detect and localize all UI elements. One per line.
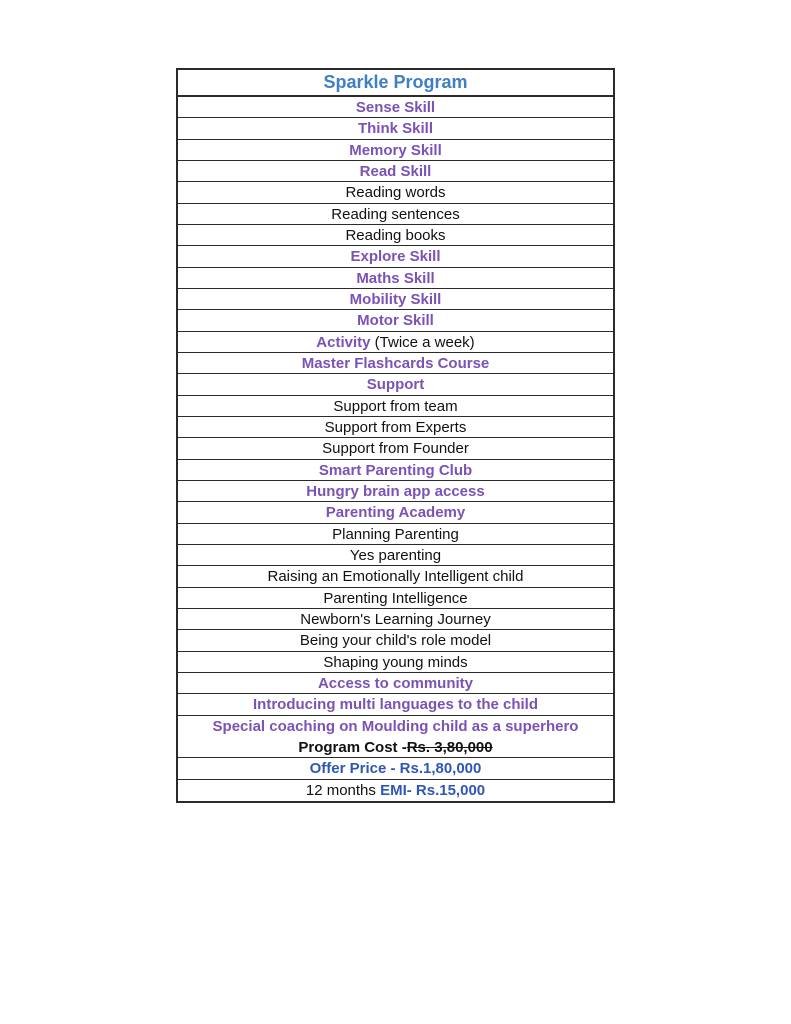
table-row — [178, 374, 613, 395]
row-label: Planning Parenting — [332, 525, 459, 543]
table-row — [178, 652, 613, 673]
row-label: Memory Skill — [349, 141, 442, 159]
row-label: Reading sentences — [331, 205, 460, 223]
row-label: Activity — [316, 333, 371, 351]
table-row — [178, 396, 613, 417]
row-label-suffix: (Twice a week) — [370, 333, 475, 351]
table-row — [178, 524, 613, 545]
row-label: Sense Skill — [355, 99, 436, 116]
table-row — [178, 417, 613, 438]
program-title: Sparkle Program — [178, 70, 613, 97]
table-row — [178, 97, 613, 118]
row-label: Parenting Academy — [325, 504, 466, 522]
row-label: Master Flashcards Course — [301, 354, 490, 372]
row-label: Raising an Emotionally Intelligent child — [267, 568, 524, 586]
row-label: Being your child's role model — [299, 632, 492, 650]
row-label: Reading words — [345, 184, 446, 202]
table-row — [178, 118, 613, 139]
row-label: Newborn's Learning Journey — [300, 610, 491, 628]
table-row — [178, 630, 613, 651]
offer-price-row — [178, 758, 613, 779]
table-row — [178, 204, 613, 225]
table-row — [178, 353, 613, 374]
program-cost-row — [178, 737, 613, 758]
table-row — [178, 268, 613, 289]
offer-price: Offer Price - Rs.1,80,000 — [309, 760, 482, 778]
table-row — [178, 545, 613, 566]
table-row — [178, 588, 613, 609]
row-label: Access to community — [317, 674, 474, 692]
row-label: Motor Skill — [357, 312, 434, 330]
row-label: Hungry brain app access — [306, 482, 485, 500]
table-row — [178, 609, 613, 630]
emi-prefix: 12 months — [305, 781, 381, 799]
emi-value: EMI- Rs.15,000 — [380, 781, 486, 799]
table-row — [178, 716, 613, 737]
row-label: Special coaching on Moulding child as a superhero — [212, 717, 579, 735]
row-label: Maths Skill — [356, 269, 435, 287]
row-label: Support — [366, 376, 425, 394]
table-row — [178, 289, 613, 310]
row-label: Introducing multi languages to the child — [253, 696, 538, 714]
row-label: Reading books — [345, 226, 446, 244]
row-label: Parenting Intelligence — [323, 589, 468, 607]
row-label: Smart Parenting Club — [318, 461, 473, 479]
emi-row — [178, 780, 613, 801]
row-label: Support from team — [333, 397, 458, 415]
table-row — [178, 310, 613, 331]
table-row — [178, 566, 613, 587]
table-row — [178, 246, 613, 267]
table-row — [178, 332, 613, 353]
row-label: Read Skill — [359, 162, 432, 180]
table-row — [178, 438, 613, 459]
table-row — [178, 140, 613, 161]
program-table — [176, 68, 615, 803]
table-row — [178, 161, 613, 182]
table-row — [178, 225, 613, 246]
row-label: Explore Skill — [350, 248, 441, 266]
table-row — [178, 182, 613, 203]
row-label: Yes parenting — [349, 546, 442, 564]
feature-list — [178, 97, 613, 737]
table-row — [178, 502, 613, 523]
table-row — [178, 460, 613, 481]
row-label: Support from Founder — [322, 440, 469, 458]
row-label: Mobility Skill — [349, 290, 442, 308]
row-label: Shaping young minds — [323, 653, 468, 671]
program-cost-value: Rs. 3,80,000 — [406, 738, 493, 756]
program-cost-label: Program Cost - — [298, 738, 407, 756]
row-label: Support from Experts — [324, 418, 467, 436]
table-row — [178, 694, 613, 715]
row-label: Think Skill — [357, 120, 433, 138]
table-row — [178, 673, 613, 694]
table-row — [178, 481, 613, 502]
